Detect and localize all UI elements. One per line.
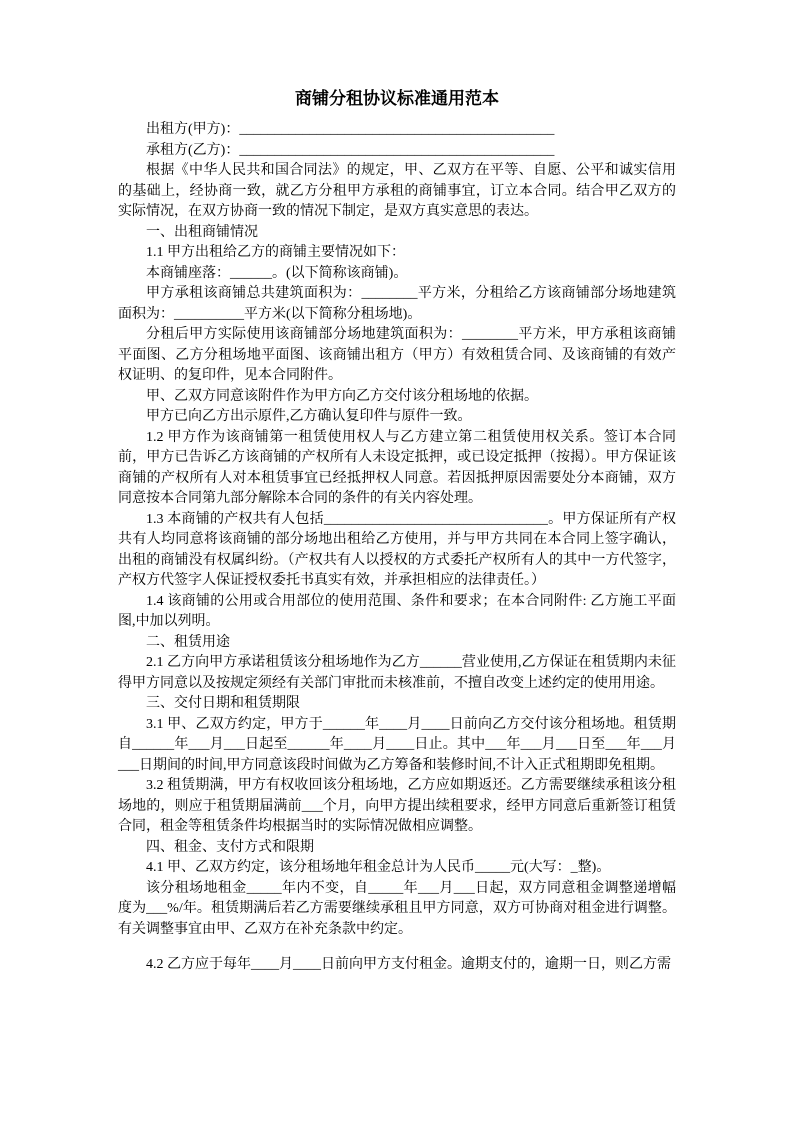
clause-4-1-adjustment: 该分租场地租金_____年内不变，自_____年___月___日起，双方同意租金调整递增幅度为___%/年。租赁期满后若乙方需要继续承租且甲方同意，双方可协商对租金进行调整。有关调整事宜由甲、乙双方在补充条款中约定。 (118, 880, 676, 937)
preamble: 根据《中华人民共和国合同法》的规定，甲、乙双方在平等、自愿、公平和诚实信用的基础上，经协商一致，就乙方分租甲方承租的商铺事宜，订立本合同。结合甲乙双方的实际情况，在双方协商一致的情况下制定，是双方真实意思的表达。 (118, 163, 676, 219)
document-title: 商铺分租协议标准通用范本 (295, 89, 499, 108)
lessee-line: 承租方(乙方)：_____________________________________________ (146, 142, 555, 158)
clause-1-3: 1.3 本商铺的产权共有人包括________________________________。甲方保证所有产权共有人均同意将该商铺的部分场地出租给乙方使用，并与甲方共同在本合同上签字确认，出租的商铺没有权属纠纷。（产权共有人以授权的方式委托产权所有人的其中一方代签字，产权方代签字人保证授权委托书真实有效，并承担相应的法律责任。） (118, 511, 676, 588)
clause-1-1-area: 甲方承租该商铺总共建筑面积为：________平方米，分租给乙方该商铺部分场地建筑面积为：__________平方米(以下简称分租场地)。 (118, 286, 676, 322)
lessor-line: 出租方(甲方)：_____________________________________________ (146, 122, 555, 137)
clause-1-1-area-after-sublease: 分租后甲方实际使用该商铺部分场地建筑面积为：________平方米，甲方承租该商铺平面图、乙方分租场地平面图、该商铺出租方（甲方）有效租赁合同、及该商铺的有效产权证明、的复印件，见本合同附件。 (118, 327, 676, 383)
section-3-heading: 三、交付日期和租赁期限 (146, 696, 300, 711)
clause-1-1-attachment-basis: 甲、乙双方同意该附件作为甲方向乙方交付该分租场地的依据。 (146, 388, 538, 404)
section-1-heading: 一、出租商铺情况 (146, 224, 258, 240)
section-2-heading: 二、租赁用途 (146, 634, 230, 650)
clause-3-1: 3.1 甲、乙双方约定，甲方于______年____月____日前向乙方交付该分租场地。租赁期自______年___月___日起至______年____月____日止。其中___年___月___日至___年___月___日期间的时间,甲方同意该段时间做为乙方筹备和装修时间,不计入正式租期即免租期。 (118, 716, 676, 773)
clause-1-1-location: 本商铺座落：______。(以下简称该商铺)。 (146, 265, 408, 281)
section-4-heading: 四、租金、支付方式和限期 (146, 839, 314, 855)
clause-1-1: 1.1 甲方出租给乙方的商铺主要情况如下： (146, 245, 405, 260)
clause-1-2: 1.2 甲方作为该商铺第一租赁使用权人与乙方建立第二租赁使用权关系。签订本合同前，甲方已告诉乙方该商铺的产权所有人未设定抵押，或已设定抵押（按揭）。甲方保证该商铺的产权所有人对本租赁事宜已经抵押权人同意。若因抵押原因需要处分本商铺，双方同意按本合同第九部分解除本合同的条件的有关内容处理。 (118, 429, 676, 506)
clause-2-1: 2.1 乙方向甲方承诺租赁该分租场地作为乙方______营业使用,乙方保证在租赁期内未征得甲方同意以及按规定须经有关部门审批而未核准前，不擅自改变上述约定的使用用途。 (118, 655, 676, 691)
clause-3-2: 3.2 租赁期满，甲方有权收回该分租场地，乙方应如期返还。乙方需要继续承租该分租场地的，则应于租赁期届满前___个月，向甲方提出续租要求，经甲方同意后重新签订租赁合同，租金等租赁条件均根据当时的实际情况做相应调整。 (118, 778, 676, 834)
clause-4-1: 4.1 甲、乙双方约定，该分租场地年租金总计为人民币_____元(大写：_整)。 (146, 860, 611, 875)
clause-1-4: 1.4 该商铺的公用或合用部位的使用范围、条件和要求；在本合同附件: 乙方施工平面图,中加以列明。 (118, 593, 676, 629)
clause-4-2: 4.2 乙方应于每年____月____日前向甲方支付租金。逾期支付的，逾期一日，则乙方需 (146, 957, 671, 972)
clause-1-1-original-shown: 甲方已向乙方出示原件,乙方确认复印件与原件一致。 (146, 409, 472, 424)
